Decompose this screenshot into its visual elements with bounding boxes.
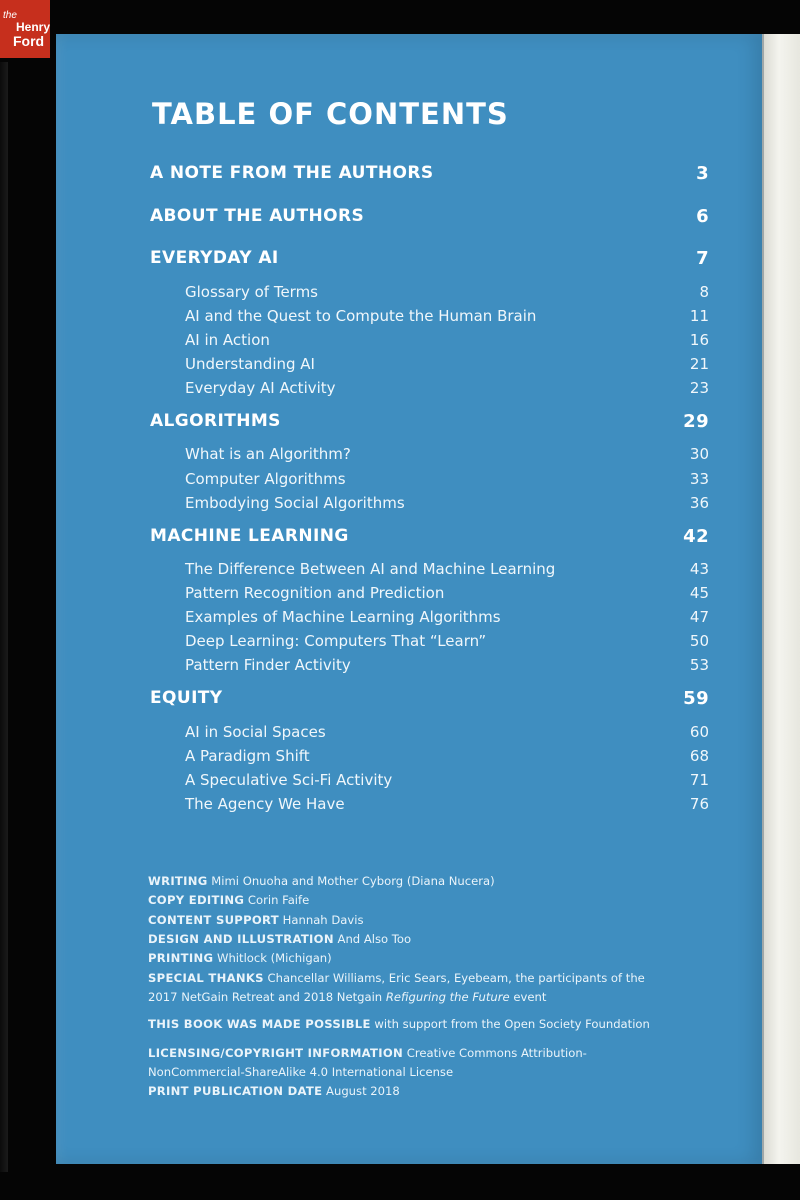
toc-subsection-label: Glossary of Terms <box>185 283 319 301</box>
toc-subsection-label: Embodying Social Algorithms <box>185 494 405 512</box>
credit-key: CONTENT SUPPORT <box>148 913 279 927</box>
credit-value: August 2018 <box>326 1084 400 1098</box>
toc-subsection-label: Everyday AI Activity <box>185 379 336 397</box>
credit-key: PRINT PUBLICATION DATE <box>148 1084 323 1098</box>
credit-value: with support from the Open Society Foundation <box>374 1017 650 1031</box>
document-page <box>56 34 762 1164</box>
credit-value: NonCommercial-ShareAlike 4.0 International License <box>148 1065 454 1079</box>
toc-subsection-quest[interactable] <box>185 305 709 327</box>
toc-subsection-ai-vs-ml[interactable] <box>185 558 709 580</box>
toc-subsection-label: The Difference Between AI and Machine Learning <box>185 560 556 578</box>
credit-made-possible <box>148 1017 650 1031</box>
credit-key: WRITING <box>148 874 208 888</box>
toc-section-page: 59 <box>683 687 709 709</box>
toc-subsection-label: Understanding AI <box>185 355 315 373</box>
toc-section-equity[interactable] <box>150 686 709 710</box>
credit-key: DESIGN AND ILLUSTRATION <box>148 932 334 946</box>
credit-copy-editing <box>148 893 309 907</box>
henry-ford-logo <box>0 0 50 58</box>
credit-design <box>148 932 411 946</box>
toc-subsection-page: 16 <box>689 331 709 349</box>
toc-subsection-page: 21 <box>689 355 709 373</box>
page-edge-paper <box>762 34 800 1164</box>
toc-subsection-ai-in-action[interactable] <box>185 329 709 351</box>
toc-subsection-label: AI in Social Spaces <box>185 723 326 741</box>
toc-subsection-page: 30 <box>689 445 709 463</box>
toc-section-everyday-ai[interactable] <box>150 246 709 270</box>
credit-key: THIS BOOK WAS MADE POSSIBLE <box>148 1017 371 1031</box>
page-title: TABLE OF CONTENTS <box>152 97 509 131</box>
toc-subsection-label: Examples of Machine Learning Algorithms <box>185 608 501 626</box>
credit-key: COPY EDITING <box>148 893 245 907</box>
logo-text-the: the <box>3 10 17 21</box>
credit-value: 2017 NetGain Retreat and 2018 Netgain <box>148 990 383 1004</box>
toc-subsection-page: 53 <box>689 656 709 674</box>
toc-section-page: 42 <box>683 525 709 547</box>
toc-subsection-label: AI in Action <box>185 331 270 349</box>
credit-content-support <box>148 913 363 927</box>
credit-key: LICENSING/COPYRIGHT INFORMATION <box>148 1046 404 1060</box>
toc-subsection-social-algorithms[interactable] <box>185 492 709 514</box>
toc-subsection-label: The Agency We Have <box>185 795 345 813</box>
toc-subsection-pattern-finder[interactable] <box>185 654 709 676</box>
toc-subsection-label: A Paradigm Shift <box>185 747 310 765</box>
credit-value: Hannah Davis <box>282 913 364 927</box>
logo-text-henry: Henry <box>16 20 51 34</box>
toc-subsection-page: 60 <box>689 723 709 741</box>
credit-value: Whitlock (Michigan) <box>216 951 332 965</box>
credit-value: Corin Faife <box>247 893 310 907</box>
toc-subsection-page: 76 <box>689 795 709 813</box>
toc-subsection-computer-algorithms[interactable] <box>185 468 709 490</box>
credit-licensing-continued <box>148 1065 453 1079</box>
toc-section-label: ALGORITHMS <box>150 411 281 431</box>
credit-key: PRINTING <box>148 951 214 965</box>
toc-subsection-page: 50 <box>689 632 709 650</box>
toc-section-page: 29 <box>683 410 709 432</box>
credit-licensing <box>148 1046 587 1060</box>
toc-subsection-page: 45 <box>689 584 709 602</box>
toc-section-label: EVERYDAY AI <box>150 248 279 268</box>
toc-subsection-everyday-activity[interactable] <box>185 377 709 399</box>
toc-section-algorithms[interactable] <box>150 409 709 433</box>
toc-section-about-authors[interactable] <box>150 204 709 228</box>
toc-section-machine-learning[interactable] <box>150 524 709 548</box>
toc-subsection-page: 8 <box>699 283 709 301</box>
toc-subsection-label: Deep Learning: Computers That “Learn” <box>185 632 487 650</box>
toc-subsection-page: 11 <box>689 307 709 325</box>
credit-value: Mimi Onuoha and Mother Cyborg (Diana Nucera) <box>211 874 495 888</box>
toc-subsection-label: Pattern Finder Activity <box>185 656 351 674</box>
toc-subsection-social-spaces[interactable] <box>185 721 709 743</box>
toc-subsection-page: 47 <box>689 608 709 626</box>
credit-publication-date <box>148 1084 400 1098</box>
toc-subsection-deep-learning[interactable] <box>185 630 709 652</box>
credit-value: event <box>513 990 547 1004</box>
toc-subsection-sci-fi-activity[interactable] <box>185 769 709 791</box>
toc-section-note-from-authors[interactable] <box>150 161 709 185</box>
toc-subsection-page: 71 <box>689 771 709 789</box>
toc-subsection-label: What is an Algorithm? <box>185 445 351 463</box>
credit-value-italic: Refiguring the Future <box>385 990 510 1004</box>
toc-subsection-label: AI and the Quest to Compute the Human Brain <box>185 307 537 325</box>
toc-section-label: EQUITY <box>150 688 223 708</box>
binding-edge <box>0 62 8 1172</box>
toc-subsection-what-is-algorithm[interactable] <box>185 443 709 465</box>
toc-section-label: MACHINE LEARNING <box>150 526 349 546</box>
toc-subsection-page: 68 <box>689 747 709 765</box>
toc-section-label: ABOUT THE AUTHORS <box>150 206 365 226</box>
toc-subsection-paradigm-shift[interactable] <box>185 745 709 767</box>
toc-subsection-page: 23 <box>689 379 709 397</box>
credit-printing <box>148 951 332 965</box>
credit-key: SPECIAL THANKS <box>148 971 264 985</box>
toc-subsection-label: A Speculative Sci-Fi Activity <box>185 771 393 789</box>
toc-subsection-understanding-ai[interactable] <box>185 353 709 375</box>
logo-text-ford: Ford <box>13 33 45 49</box>
toc-subsection-label: Pattern Recognition and Prediction <box>185 584 445 602</box>
credit-writing <box>148 874 495 888</box>
credit-value: Chancellar Williams, Eric Sears, Eyebeam, the participants of the <box>267 971 645 985</box>
toc-subsection-pattern-recognition[interactable] <box>185 582 709 604</box>
toc-section-label: A NOTE FROM THE AUTHORS <box>150 163 434 183</box>
toc-subsection-page: 33 <box>689 470 709 488</box>
credit-value: And Also Too <box>337 932 412 946</box>
credit-special-thanks <box>148 971 645 985</box>
toc-subsection-page: 36 <box>689 494 709 512</box>
toc-subsection-agency[interactable] <box>185 793 709 815</box>
toc-section-page: 6 <box>696 205 709 227</box>
toc-subsection-glossary[interactable] <box>185 281 709 303</box>
credit-value: Creative Commons Attribution- <box>406 1046 587 1060</box>
toc-subsection-label: Computer Algorithms <box>185 470 346 488</box>
toc-subsection-page: 43 <box>689 560 709 578</box>
credit-special-thanks-continued <box>148 990 546 1004</box>
toc-subsection-ml-examples[interactable] <box>185 606 709 628</box>
toc-section-page: 3 <box>696 162 709 184</box>
toc-section-page: 7 <box>696 247 709 269</box>
